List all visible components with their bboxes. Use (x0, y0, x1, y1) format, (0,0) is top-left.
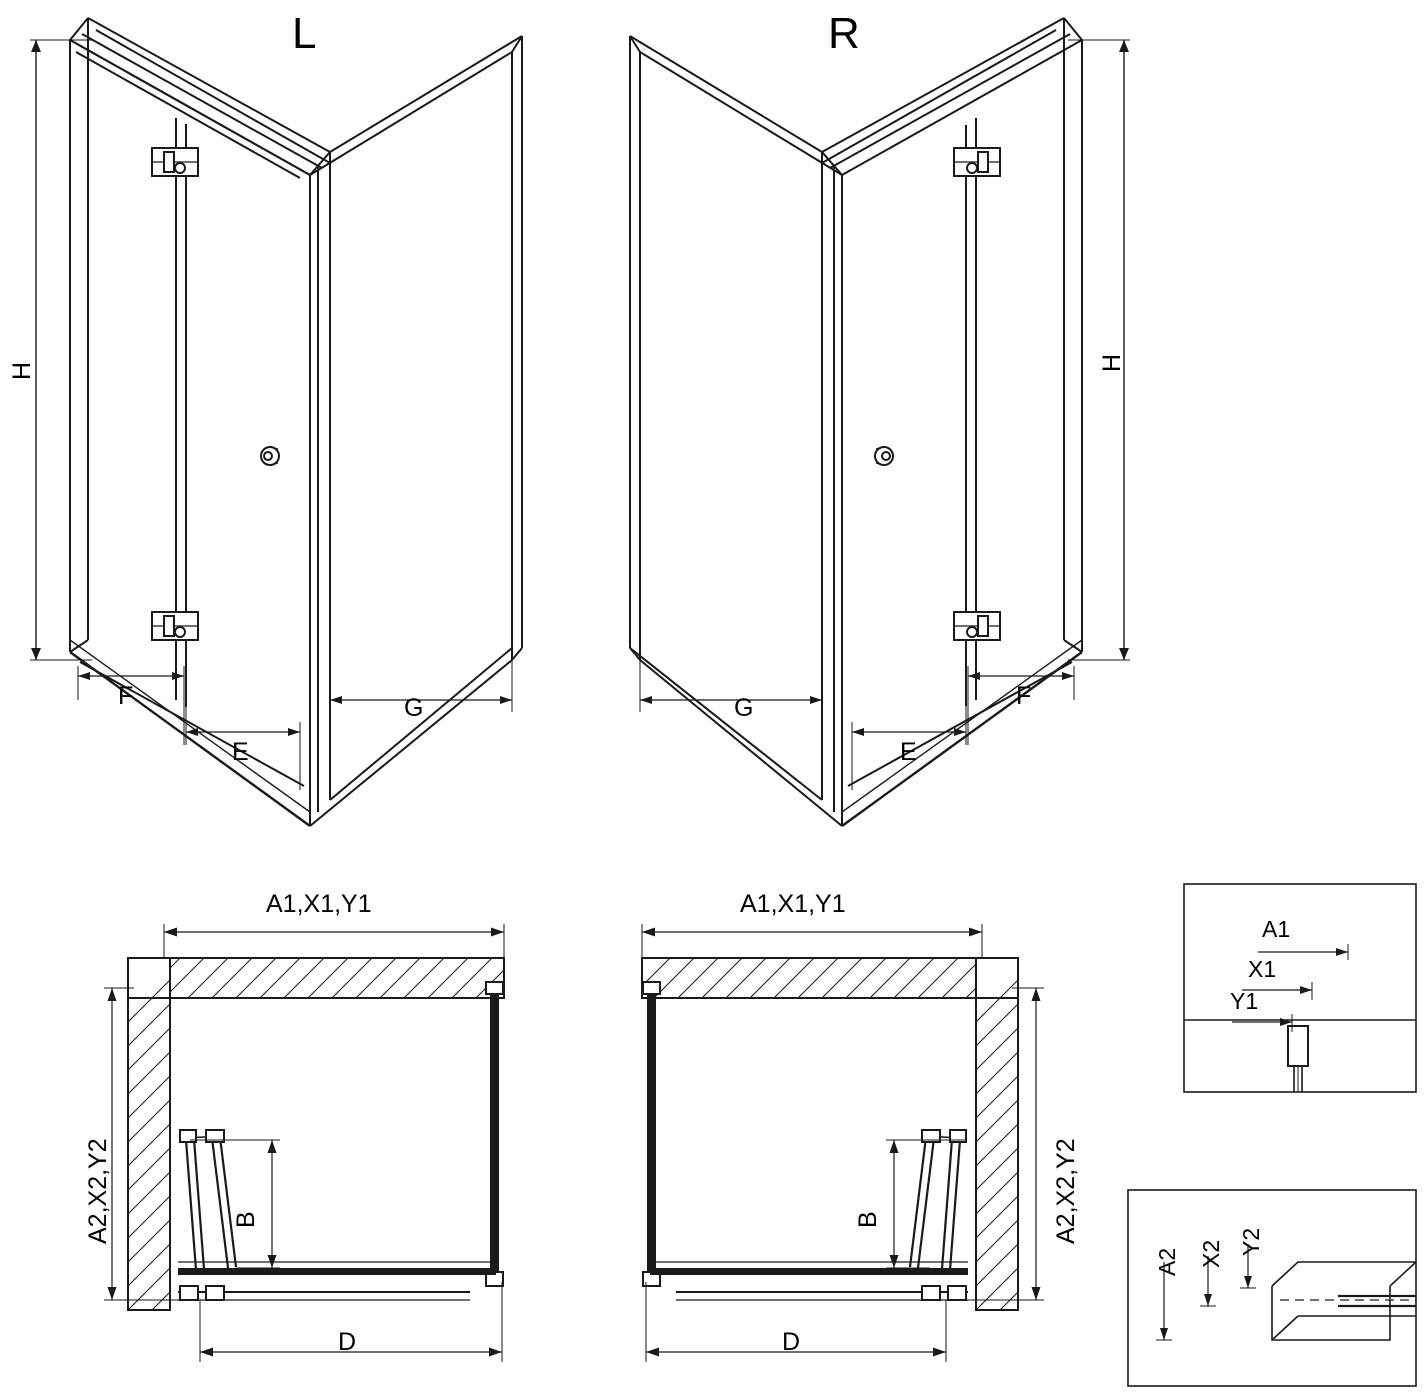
plan-view-left (104, 924, 504, 1362)
detail-top-label-a1: A1 (1262, 916, 1291, 942)
plan-view-right (642, 924, 1044, 1362)
view-label-right: R (828, 9, 860, 58)
iso-left-label-e: E (232, 738, 249, 766)
detail-bottom-label-a2: A2 (1154, 1247, 1180, 1276)
iso-view-right (630, 18, 1130, 826)
iso-right-label-f: F (1016, 682, 1032, 710)
iso-right-label-g: G (734, 694, 754, 722)
view-label-left: L (292, 9, 317, 58)
detail-top-label-y1: Y1 (1230, 988, 1259, 1014)
plan-left-bottom-dimension: D (338, 1328, 357, 1356)
detail-top (1184, 884, 1416, 1092)
plan-left-door-dimension: B (232, 1211, 260, 1228)
iso-right-height-label: H (1098, 353, 1126, 372)
detail-bottom-label-y2: Y2 (1238, 1227, 1264, 1256)
iso-left-label-f: F (118, 682, 134, 710)
plan-right-top-dimension: A1,X1,Y1 (740, 890, 846, 918)
plan-left-side-dimension: A2,X2,Y2 (84, 1138, 112, 1244)
plan-right-door-dimension: B (854, 1211, 882, 1228)
iso-left-height-label: H (8, 361, 36, 380)
iso-view-left (30, 18, 522, 826)
detail-bottom (1128, 1190, 1416, 1386)
detail-bottom-label-x2: X2 (1198, 1239, 1224, 1268)
iso-right-label-e: E (900, 738, 917, 766)
iso-left-label-g: G (404, 694, 424, 722)
plan-left-top-dimension: A1,X1,Y1 (266, 890, 372, 918)
plan-right-side-dimension: A2,X2,Y2 (1052, 1138, 1080, 1244)
plan-right-bottom-dimension: D (782, 1328, 801, 1356)
detail-top-label-x1: X1 (1248, 956, 1277, 982)
